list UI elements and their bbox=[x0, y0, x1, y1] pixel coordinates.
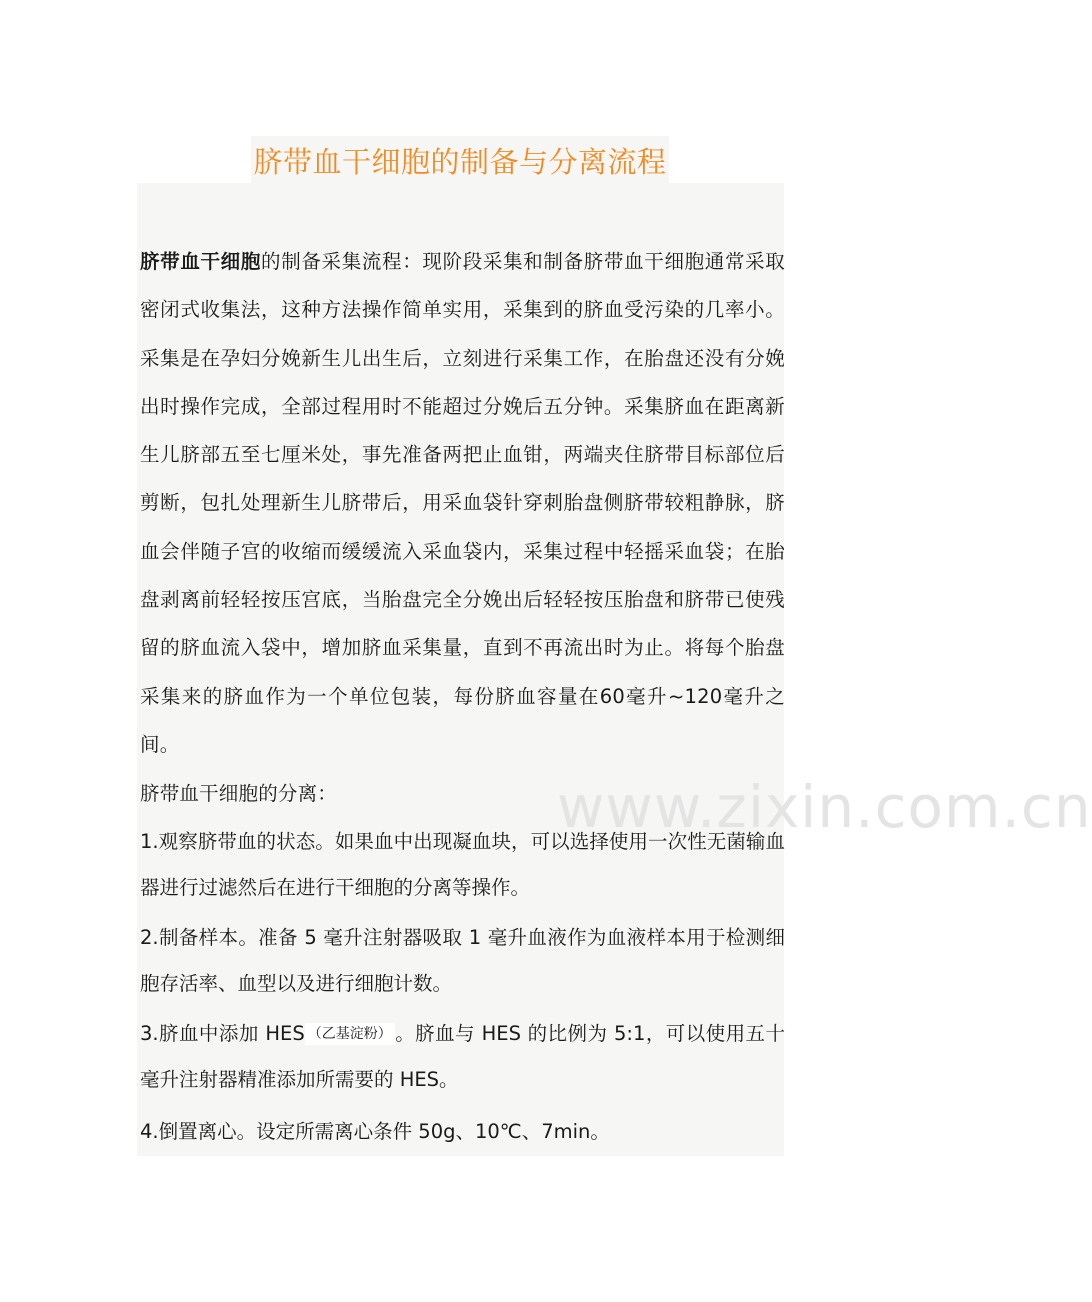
step-3-after: 。脐血与 HES 的比例为 5:1，可以使用五十毫升注射器精准添加所需要的 HES。 bbox=[140, 1022, 785, 1091]
content-panel bbox=[137, 183, 1092, 1156]
title-wrap bbox=[0, 136, 920, 183]
step-2: 2.制备样本。准备 5 毫升注射器吸取 1 毫升血液作为血液样本用于检测细胞存活率、血型以及进行细胞计数。 bbox=[140, 926, 785, 995]
step-4: 4.倒置离心。设定所需离心条件 50g、10℃、7min。 bbox=[140, 1120, 610, 1143]
document-title: 脐带血干细胞的制备与分离流程 bbox=[251, 136, 668, 183]
watermark: www.zixin.com.cn bbox=[557, 773, 1092, 841]
intro-paragraph bbox=[140, 238, 785, 769]
intro-bold-term: 脐带血干细胞 bbox=[140, 250, 262, 273]
step-3 bbox=[140, 1011, 785, 1103]
section-heading: 脐带血干细胞的分离： bbox=[140, 782, 338, 805]
step-3-note: （乙基淀粉） bbox=[305, 1023, 395, 1045]
step-1: 1.观察脐带血的状态。如果血中出现凝血块，可以选择使用一次性无菌输血器进行过滤然后在进行干细胞的分离等操作。 bbox=[140, 830, 785, 899]
step-3-before: 3.脐血中添加 HES bbox=[140, 1022, 305, 1045]
intro-text: 的制备采集流程：现阶段采集和制备脐带血干细胞通常采取密闭式收集法，这种方法操作简单实用，采集到的脐血受污染的几率小。采集是在孕妇分娩新生儿出生后，立刻进行采集工作，在胎盘还没有分娩出时操作完成，全部过程用时不能超过分娩后五分钟。采集脐血在距离新生儿脐部五至七厘米处，事先准备两把止血钳，两端夹住脐带目标部位后剪断，包扎处理新生儿脐带后，用采血袋针穿刺胎盘侧脐带较粗静脉，脐血会伴随子宫的收缩而缓缓流入采血袋内，采集过程中轻摇采血袋；在胎盘剥离前轻轻按压宫底，当胎盘完全分娩出后轻轻按压胎盘和脐带已使残留的脐血流入袋中，增加脐血采集量，直到不再流出时为止。将每个胎盘采集来的脐血作为一个单位包装，每份脐血容量在60毫升~120毫升之间。 bbox=[140, 250, 786, 756]
